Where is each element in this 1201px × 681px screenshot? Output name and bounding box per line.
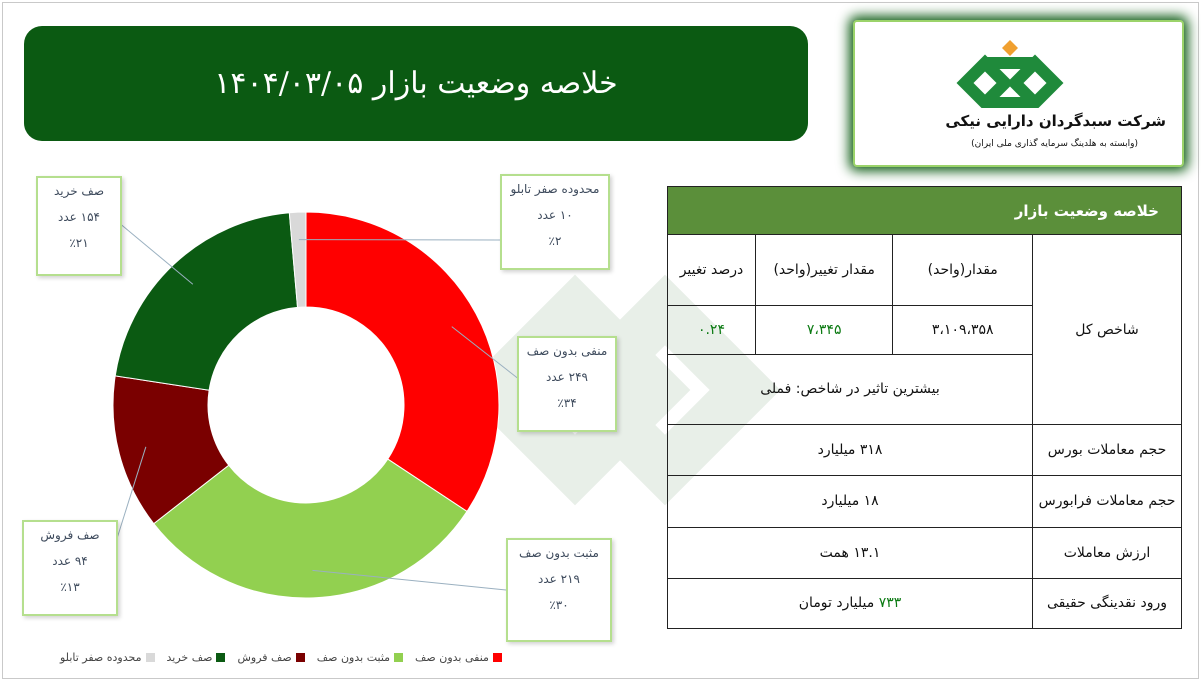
table-row [668, 425, 1182, 475]
callout-zero-range [500, 174, 610, 270]
index-label: شاخص کل [1033, 235, 1182, 425]
page-title: خلاصه وضعیت بازار ۱۴۰۴/۰۳/۰۵ [214, 66, 618, 101]
table-row [668, 578, 1182, 629]
col-amount-header: مقدار(واحد) [893, 235, 1033, 306]
legend-label: صف فروش [237, 651, 292, 664]
index-change: ۷،۳۴۵ [755, 306, 893, 354]
legend-item [415, 651, 502, 664]
row-value [668, 578, 1033, 629]
row-value: ۱۸ میلیارد [668, 475, 1033, 527]
callout-label: مثبت بدون صف [519, 546, 599, 560]
legend-swatch [394, 653, 403, 662]
col-pct-header: درصد تغییر [668, 235, 756, 306]
company-subtitle: (وابسته به هلدینگ سرمایه گذاری ملی ایران) [971, 139, 1138, 149]
callout-percent: ٪۲ [548, 234, 562, 248]
callout-percent: ٪۱۳ [60, 580, 80, 594]
callout-count: ۲۴۹ عدد [546, 370, 588, 384]
callout-queue-buy [36, 176, 122, 276]
legend-swatch [216, 653, 225, 662]
row-label: ورود نقدینگی حقیقی [1033, 578, 1182, 629]
callout-count: ۱۰ عدد [537, 208, 573, 222]
index-pct: ۰.۲۴ [668, 306, 756, 354]
callout-queue-sell [22, 520, 118, 616]
callout-label: صف فروش [40, 528, 100, 542]
table-row [668, 475, 1182, 527]
callout-count: ۲۱۹ عدد [538, 572, 580, 586]
donut-slice [115, 213, 297, 390]
top-impact: بیشترین تاثیر در شاخص: فملی [668, 354, 1033, 425]
table-header: خلاصه وضعیت بازار [668, 187, 1182, 235]
liquidity-unit: میلیارد تومان [798, 595, 875, 612]
chart-legend [60, 651, 502, 664]
legend-label: مثبت بدون صف [316, 651, 391, 664]
table-row [668, 528, 1182, 578]
legend-label: منفی بدون صف [415, 651, 489, 664]
market-summary-table [667, 186, 1182, 629]
legend-swatch [296, 653, 305, 662]
callout-percent: ٪۳۰ [549, 598, 569, 612]
callout-positive [506, 538, 612, 642]
row-label: حجم معاملات بورس [1033, 425, 1182, 475]
callout-negative [517, 336, 617, 432]
legend-swatch [493, 653, 502, 662]
callout-percent: ٪۳۴ [557, 396, 577, 410]
row-label: ارزش معاملات [1033, 528, 1182, 578]
company-logo-icon [955, 38, 1065, 108]
leader-line [118, 222, 193, 284]
callout-percent: ٪۲۱ [69, 236, 89, 250]
row-label: حجم معاملات فرابورس [1033, 475, 1182, 527]
company-name: شرکت سبدگردان دارایی نیکی [945, 112, 1166, 130]
legend-item [60, 651, 155, 664]
legend-item [237, 651, 304, 664]
callout-label: محدوده صفر تابلو [510, 182, 600, 196]
liquidity-number: ۷۳۳ [878, 595, 902, 612]
company-logo-box [853, 20, 1184, 167]
legend-swatch [146, 653, 155, 662]
donut-slice [306, 212, 499, 511]
legend-item [167, 651, 226, 664]
row-value: ۳۱۸ میلیارد [668, 425, 1033, 475]
callout-count: ۹۴ عدد [52, 554, 88, 568]
col-change-header: مقدار تغییر(واحد) [755, 235, 893, 306]
callout-count: ۱۵۴ عدد [58, 210, 100, 224]
legend-item [317, 651, 403, 664]
callout-label: منفی بدون صف [526, 344, 608, 358]
legend-label: محدوده صفر تابلو [60, 651, 142, 664]
row-value: ۱۳.۱ همت [668, 528, 1033, 578]
index-amount: ۳،۱۰۹،۳۵۸ [893, 306, 1033, 354]
legend-label: صف خرید [166, 651, 213, 664]
callout-label: صف خرید [53, 184, 105, 198]
